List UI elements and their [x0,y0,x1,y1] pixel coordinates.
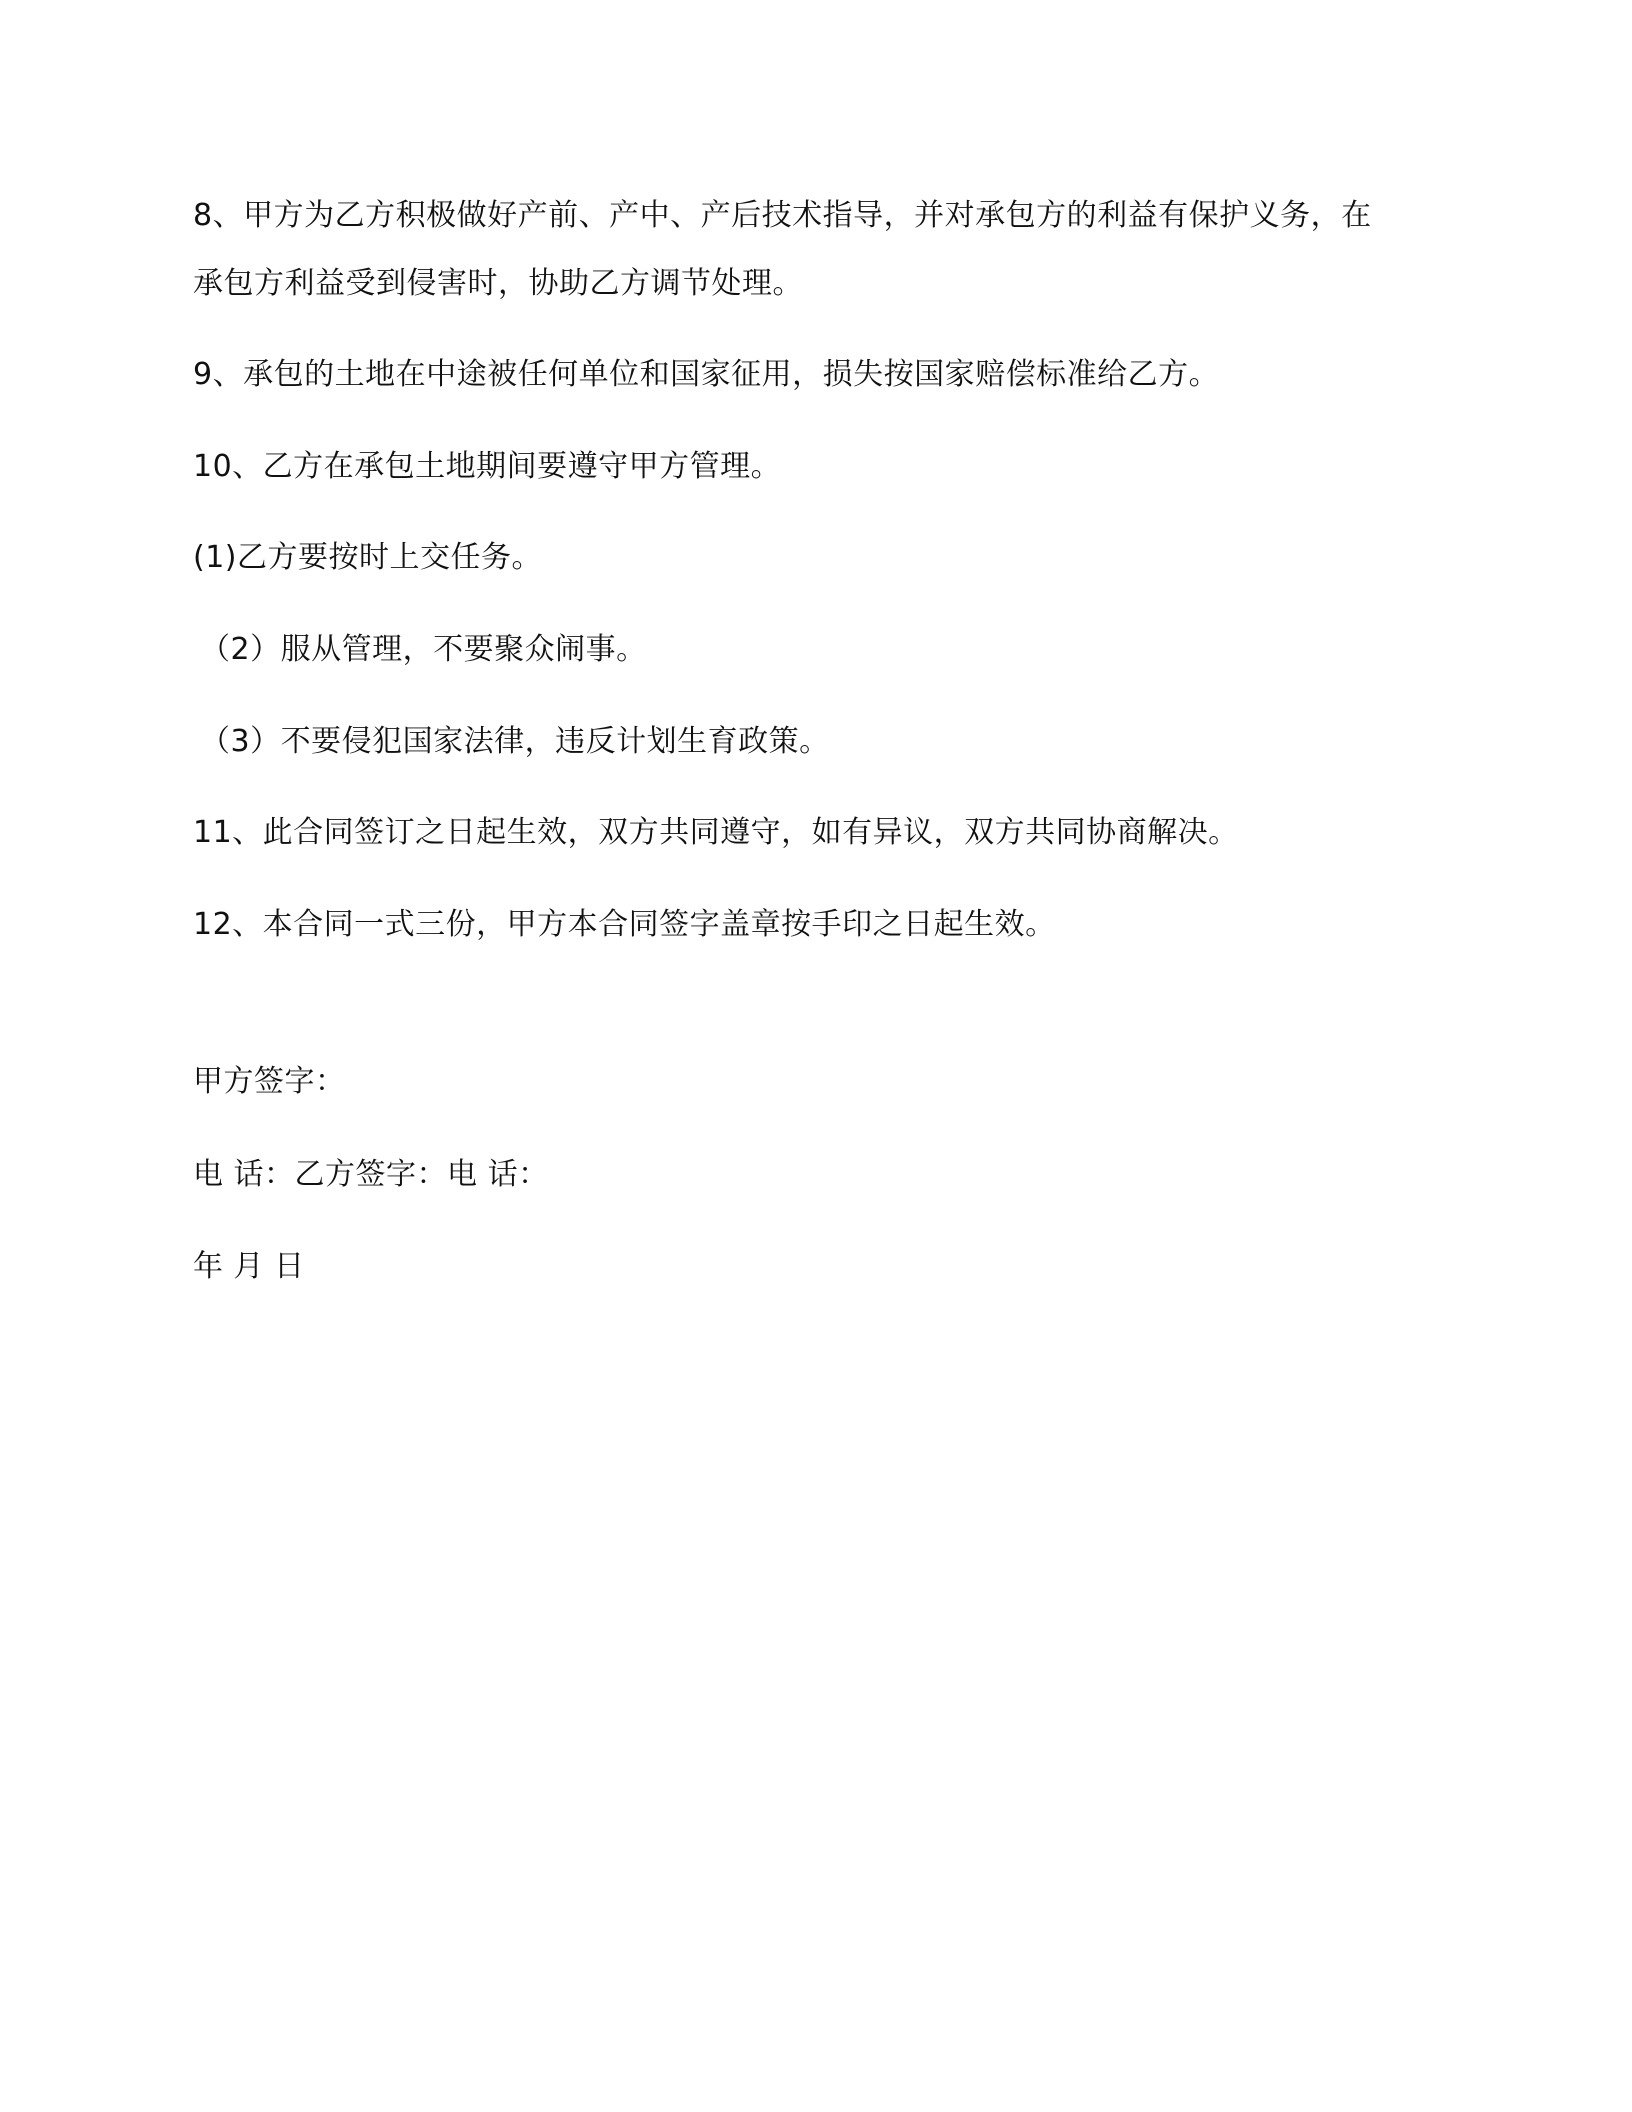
clause-10-item-1: (1)乙方要按时上交任务。 [193,540,542,575]
clause-9: 9、承包的土地在中途被任何单位和国家征用，损失按国家赔偿标准给乙方。 [193,357,1220,392]
clause-11: 11、此合同签订之日起生效，双方共同遵守，如有异议，双方共同协商解决。 [193,815,1239,850]
clause-10-item-2: （2）服从管理，不要聚众闹事。 [200,632,647,667]
clause-10: 10、乙方在承包土地期间要遵守甲方管理。 [193,449,782,484]
party-a-signature-label: 甲方签字： [193,1064,346,1099]
clause-10-item-3: （3）不要侵犯国家法律，违反计划生育政策。 [200,724,830,759]
clause-8-line-1: 8、甲方为乙方积极做好产前、产中、产后技术指导，并对承包方的利益有保护义务，在 [193,198,1372,233]
date-line: 年 月 日 [193,1249,305,1284]
clause-12: 12、本合同一式三份，甲方本合同签字盖章按手印之日起生效。 [193,907,1056,942]
clause-8-line-2: 承包方利益受到侵害时，协助乙方调节处理。 [193,266,803,301]
contacts-signature-line: 电 话：乙方签字：电 话： [193,1157,549,1192]
